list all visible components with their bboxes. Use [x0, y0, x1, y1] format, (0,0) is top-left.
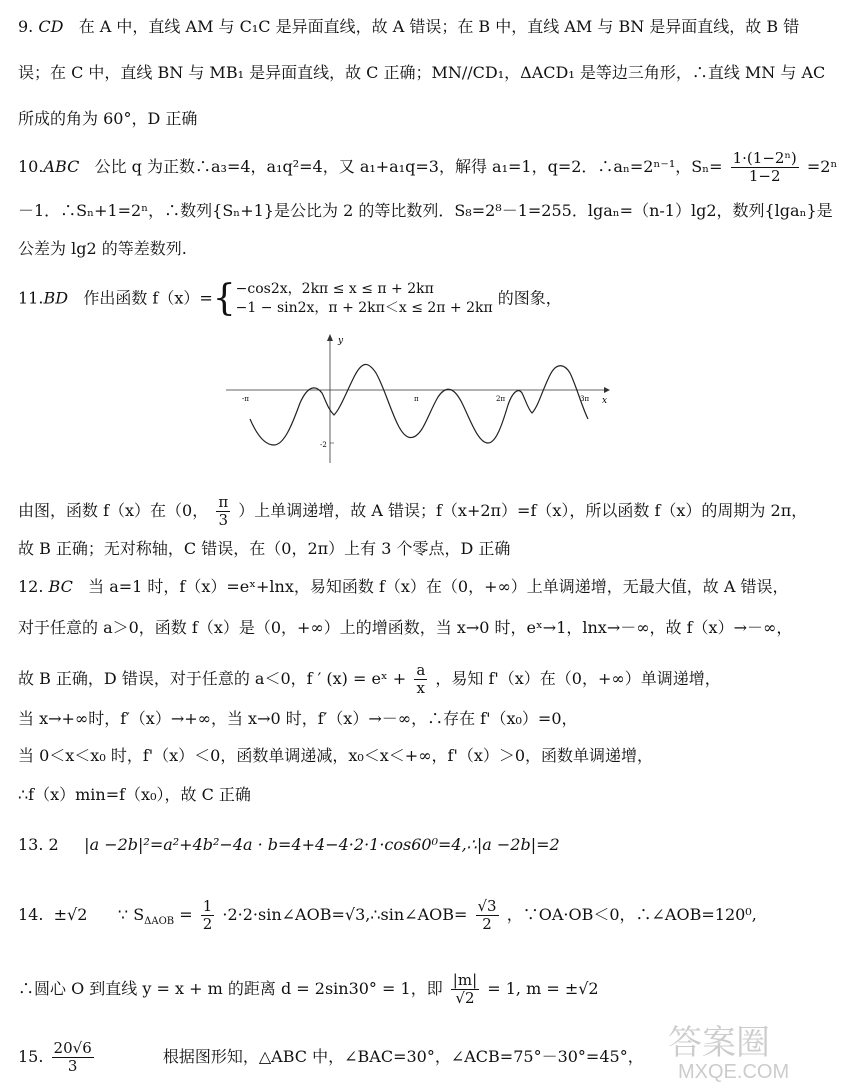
q12-fraction: [414, 662, 427, 697]
q11-text-2b: ）上单调递增，故 A 错误；f（x+2π）=f（x），所以函数 f（x）的周期为 2π，: [238, 501, 808, 520]
q14-subscript: ΔAOB: [144, 916, 175, 928]
q12-line-1: [18, 576, 789, 598]
q10-number: 10.: [18, 157, 44, 176]
y-axis-label: y: [338, 336, 344, 346]
q10-frac-num: 1·(1−2ⁿ): [732, 149, 797, 167]
q11-lead: 作出函数 f（x）=: [83, 288, 213, 308]
q12-text-1: 当 a=1 时，f（x）=eˣ+lnx，易知函数 f（x）在（0，+∞）上单调递增，无最大值，故 A 错误，: [88, 577, 789, 596]
function-curve: [250, 364, 588, 445]
y-axis-arrow: [327, 334, 333, 341]
q11-line-3: [18, 538, 510, 560]
brace-symbol: {: [212, 278, 236, 319]
q13-line: [18, 834, 560, 856]
q9-line-3: [18, 108, 197, 130]
q12-line-3: [18, 662, 721, 697]
q12-frac-den: x: [416, 679, 426, 697]
q11-cases: [236, 280, 493, 318]
q12-answer: BC: [48, 577, 73, 596]
q12-frac-num: a: [416, 661, 426, 679]
q12-line-4: [18, 708, 578, 730]
q10-text-2: －1．∴Sₙ+1=2ⁿ，∴数列{Sₙ+1}是公比为 2 的等比数列．S₈=2⁸－1=255．lgaₙ=（n-1）lg2，数列{lgaₙ}是: [18, 201, 833, 220]
tick-neg-pi: -π: [242, 395, 249, 403]
q10-answer: ABC: [43, 157, 80, 176]
q15-line: [18, 1040, 644, 1075]
q14-line-2: [18, 972, 599, 1007]
watermark-logo: [658, 1014, 838, 1084]
q14-root3: [476, 898, 499, 933]
q14-m-fraction: [451, 972, 479, 1007]
q10-text-3: 公差为 lg2 的等差数列.: [18, 239, 187, 258]
q15-number: 15.: [18, 1047, 44, 1066]
q14-answer: ±√2: [53, 905, 88, 924]
q9-line-2: [18, 62, 825, 84]
q12-line-5: [18, 745, 653, 767]
q9-line-1: [18, 16, 799, 38]
q11-frac-den: 3: [218, 511, 229, 529]
q9-text-2: 误；在 C 中，直线 BN 与 MB₁ 是异面直线，故 C 正确；MN//CD₁，ΔACD₁ 是等边三角形，∴直线 MN 与 AC: [18, 63, 826, 82]
tick-3pi: 3π: [580, 395, 590, 403]
q12-line-2: [18, 617, 792, 639]
q12-text-5: 当 0＜x＜x₀ 时，f'（x）＜0，函数单调递减，x₀＜x＜+∞，f'（x）＞0，函数单调递增，: [18, 746, 654, 765]
x-axis-label: x: [602, 396, 608, 406]
q11-tail: 的图象，: [497, 288, 562, 308]
q11-text-3: 故 B 正确；无对称轴，C 错误，在（0，2π）上有 3 个零点，D 正确: [18, 539, 511, 558]
q12-text-3a: 故 B 正确，D 错误，对于任意的 a＜0，f ′ (x) = eˣ +: [18, 669, 407, 688]
q14-text-1b: =: [179, 905, 193, 924]
q15-text: 根据图形知，△ABC 中，∠BAC=30°，∠ACB=75°－30°=45°，: [162, 1047, 644, 1066]
q11-case-1: −cos2x，2kπ ≤ x ≤ π + 2kπ: [235, 281, 434, 297]
q13-answer: 2: [48, 835, 59, 854]
x-axis-arrow: [604, 387, 610, 393]
q9-text-3: 所成的角为 60°，D 正确: [18, 109, 198, 128]
q14-text-1d: ，∵OA·OB＜0，∴∠AOB=120⁰,: [506, 905, 757, 924]
q14-half: [201, 898, 215, 933]
q14-m-den: √2: [455, 989, 475, 1007]
q10-text-1b: =2ⁿ: [806, 157, 838, 176]
q14-text-1a: ∵ S: [117, 905, 145, 924]
q14-text-2a: ∴圆心 O 到直线 y = x + m 的距离 d = 2sin30° = 1，即: [18, 979, 443, 998]
q14-text-2b: = 1, m = ±√2: [487, 979, 599, 998]
q10-text-1a: 公比 q 为正数∴a₃=4，a₁q²=4，又 a₁+a₁q=3，解得 a₁=1，q=2．∴aₙ=2ⁿ⁻¹，Sₙ=: [94, 157, 723, 176]
q14-number: 14.: [18, 905, 44, 924]
q11-fraction: [216, 494, 230, 529]
q10-line-2: [18, 200, 833, 222]
q12-line-6: [18, 784, 251, 806]
q11-case-2: −1 − sin2x，π + 2kπ＜x ≤ 2π + 2kπ: [235, 300, 493, 316]
q11-text-2a: 由图，函数 f（x）在（0，: [18, 501, 209, 520]
q14-root3-den: 2: [482, 915, 492, 933]
watermark-text: 答案圈: [668, 1023, 770, 1063]
q9-text-1: 在 A 中，直线 AM 与 C₁C 是异面直线，故 A 错误；在 B 中，直线 AM 与 BN 是异面直线，故 B 错: [78, 17, 800, 36]
q14-line-1: [18, 898, 757, 933]
tick-2pi: 2π: [496, 395, 506, 403]
watermark-site: MXQE.COM: [678, 1061, 790, 1083]
q10-frac-den: 1−2: [748, 167, 781, 185]
q12-text-4: 当 x→+∞时，f′（x）→+∞，当 x→0 时，f′（x）→－∞，∴存在 f'（x₀）=0，: [18, 709, 578, 728]
q15-answer-den: 3: [67, 1057, 78, 1075]
q10-line-3: [18, 238, 187, 260]
q9-answer: CD: [38, 17, 64, 36]
q14-m-num: |m|: [452, 971, 478, 989]
q11-line-2: [18, 494, 807, 529]
q11-line-1: [18, 280, 562, 318]
q12-text-6: ∴f（x）min=f（x₀），故 C 正确: [18, 785, 251, 804]
q10-line-1: [18, 150, 837, 185]
q13-expression: |a −2b|²=a²+4b²−4a · b=4+4−4·2·1·cos60⁰=4,∴|a −2b|=2: [84, 835, 560, 854]
q14-root3-num: √3: [477, 897, 497, 915]
q9-number: 9.: [18, 17, 34, 36]
tick-neg2: -2: [320, 441, 327, 449]
q15-answer: [52, 1040, 94, 1075]
q12-number: 12.: [18, 577, 44, 596]
q14-half-den: 2: [202, 915, 213, 933]
q13-number: 13.: [18, 835, 44, 854]
q14-text-1c: ·2·2·sin∠AOB=√3,∴sin∠AOB=: [222, 905, 468, 924]
q12-text-2: 对于任意的 a＞0，函数 f（x）是（0，+∞）上的增函数，当 x→0 时，eˣ→1，lnx→－∞，故 f（x）→－∞，: [18, 618, 793, 637]
q10-fraction: [731, 150, 799, 185]
q14-half-num: 1: [202, 897, 213, 915]
q15-answer-num: 20√6: [53, 1039, 92, 1057]
q11-answer: BD: [43, 288, 69, 308]
function-graph: [226, 333, 612, 468]
q12-text-3b: ，易知 f'（x）在（0，+∞）单调递增，: [435, 669, 721, 688]
q11-number: 11.: [18, 288, 44, 308]
q11-frac-num: π: [218, 493, 229, 511]
tick-pi: π: [414, 395, 419, 403]
